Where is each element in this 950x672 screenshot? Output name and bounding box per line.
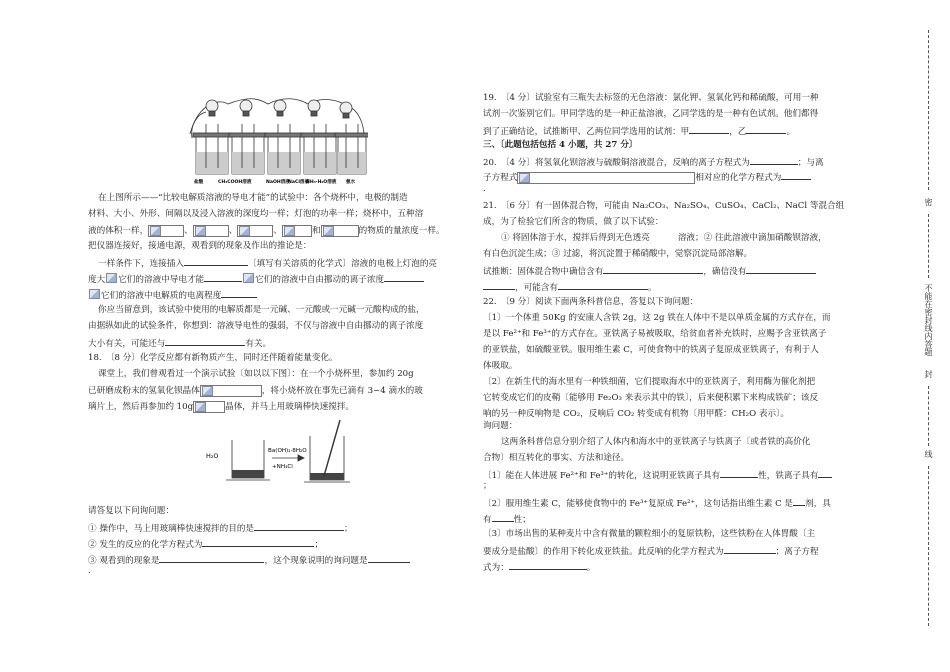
figure-label-3: NaOH溶液 bbox=[266, 180, 290, 185]
beaker-1 bbox=[193, 124, 231, 174]
paragraph-line: 度大 它们的溶液中导电才能 它们的溶液中自由挪动的离子浓度 bbox=[88, 273, 424, 286]
figure-label-2: CH₃COOH溶液 bbox=[218, 180, 252, 185]
beaker-5 bbox=[335, 124, 368, 174]
image-placeholder-icon bbox=[195, 402, 206, 412]
binding-margin bbox=[916, 30, 942, 630]
question-22-header: 22. 〔9 分〕阅读下面两条科普信息，答复以下询问题： bbox=[483, 297, 699, 307]
answer-blank[interactable] bbox=[793, 497, 805, 506]
answer-blank[interactable] bbox=[603, 265, 703, 274]
paragraph-line: 的亚铁盐，如硫酸亚铁。服用维生素 C，可使食物中的铁离子复原成亚铁离子，有利于人 bbox=[483, 345, 819, 355]
answer-blank[interactable] bbox=[254, 522, 344, 531]
answer-blank[interactable] bbox=[750, 156, 798, 165]
paragraph-line: 询问题： bbox=[483, 421, 518, 431]
image-placeholder-icon bbox=[323, 226, 334, 236]
question-20-header: 20. 〔4 分〕将氢氧化钡溶液与硫酸铜溶液混合，反响的离子方程式为 ；与离 bbox=[483, 158, 824, 168]
image-field bbox=[193, 225, 229, 237]
answer-blank[interactable] bbox=[818, 469, 832, 478]
bulb-2 bbox=[240, 100, 252, 116]
paragraph-line: ① 将固体溶于水，搅拌后得到无色透亮 溶液；② 往此溶液中滴加硝酸钡溶液， bbox=[501, 233, 827, 243]
question-21-header: 21. 〔6 分〕有一固体混合物，可能由 Na₂CO₃、Na₂SO₄、CuSO₄、CaCl₂、NaCl 等混合组 bbox=[483, 201, 845, 211]
answer-blank[interactable] bbox=[159, 554, 264, 563]
paragraph-line: ② 发生的反应的化学方程式为 ； bbox=[88, 540, 324, 550]
paragraph-line: 响的另一种反响物是 CO₂，反响后 CO₂ 转变成有机物〔用甲醛：CH₂O 表示〕。 bbox=[483, 409, 789, 419]
figure-label-1: 盐酸 bbox=[194, 180, 204, 185]
water-label: H₂O bbox=[206, 452, 219, 460]
paragraph-line: 试剂一次鉴别它们。甲同学选的是一种正盐溶液，乙同学选的是一种有色试剂。他们都得 bbox=[483, 109, 819, 119]
figure-label-4: NaCl溶液 bbox=[288, 180, 310, 185]
paragraph-line: 大小有关，可能还与 有关。 bbox=[88, 339, 272, 349]
answer-blank[interactable] bbox=[202, 538, 314, 547]
binding-label-seal: 密 bbox=[924, 198, 933, 206]
figure-label-5: NH₃·H₂O溶液 bbox=[306, 180, 337, 185]
paragraph-line: 到了正确结论，试推断甲、乙两位同学选用的试剂：甲 ，乙 。 bbox=[483, 127, 796, 137]
image-placeholder-icon bbox=[106, 273, 117, 283]
image-placeholder-icon bbox=[239, 226, 250, 236]
paragraph-line: 已研磨成粉末的氢氧化钡晶体 ，将小烧杯放在事先已滴有 3~4 滴水的玻 bbox=[88, 386, 423, 396]
line-mark: . bbox=[483, 184, 486, 194]
answer-blank[interactable] bbox=[558, 281, 648, 290]
binding-label-seal: 封 bbox=[924, 370, 933, 378]
bulb-1 bbox=[206, 100, 218, 116]
binding-dash-line bbox=[928, 30, 930, 190]
paragraph-line: 体吸取。 bbox=[483, 361, 518, 371]
paragraph-line: 它转变成它们的皮鞘〔能够用 Fe₂O₃ 来表示其中的铁〕，后来便积累下来构成铁矿；该反 bbox=[483, 393, 819, 403]
paragraph-line: ③ 观看到的现象是 ，这个现象说明的询问题是 bbox=[88, 554, 410, 567]
image-field bbox=[321, 225, 359, 237]
image-placeholder-icon bbox=[243, 273, 254, 283]
image-field bbox=[148, 225, 184, 237]
paragraph-line: 有白色沉淀生成；③ 过滤，将沉淀置于稀硝酸中，觉察沉淀局部溶解。 bbox=[483, 249, 753, 259]
answer-blank[interactable] bbox=[204, 273, 242, 282]
image-placeholder-icon bbox=[150, 226, 161, 236]
figure-label-6: 氨水 bbox=[346, 180, 356, 185]
paragraph-line: 璃片上，然后再参加约 10g 晶体，并马上用玻璃棒快速搅拌。 bbox=[88, 402, 355, 412]
section-3-heading: 三、〔此题包括包括 4 小题，共 27 分〕 bbox=[483, 140, 638, 150]
paragraph-line: 试推断：固体混合物中确信含有 ，确信没有 bbox=[483, 265, 816, 278]
paragraph-line: 子方程式 相对应的化学方程式为 bbox=[483, 171, 811, 184]
binding-label-line: 线 bbox=[924, 450, 933, 458]
paragraph-line: 式为： 。 bbox=[483, 563, 596, 573]
paragraph-line: 把仪器连接好，接通电源，观看到的现象及作出的推论是： bbox=[88, 241, 312, 251]
answer-blank[interactable] bbox=[509, 561, 587, 570]
image-placeholder-icon bbox=[89, 289, 100, 299]
reagent-label: Ba(OH)₂·8H₂O bbox=[268, 448, 307, 454]
paragraph-line: ① 操作中，马上用玻璃棒快速搅拌的目的是 ； bbox=[88, 524, 353, 534]
bulb-4 bbox=[308, 100, 320, 116]
paragraph-line: 在上图所示——“比较电解质溶液的导电才能”的试验中：各个烧杯中，电极的制造 bbox=[98, 193, 408, 203]
paragraph-line: 有 性； bbox=[483, 515, 531, 525]
answer-blank[interactable] bbox=[492, 513, 514, 522]
image-placeholder-icon bbox=[284, 226, 295, 236]
answer-blank[interactable] bbox=[384, 273, 424, 282]
image-placeholder-icon bbox=[519, 173, 530, 183]
paragraph-line: 请答复以下问询问题： bbox=[88, 506, 174, 516]
paragraph-line: ，可能含有 。 bbox=[483, 281, 657, 294]
answer-blank[interactable] bbox=[483, 281, 515, 290]
paragraph-line: ； bbox=[483, 481, 492, 491]
paragraph-line: 〔3〕市场出售的某种麦片中含有微量的颗粒细小的复原铁粉，这些铁粉在人体胃酸〔主 bbox=[483, 529, 816, 539]
question-18-header: 18. 〔8 分〕化学反应都有新物质产生，同时还伴随着能量变化。 bbox=[88, 353, 338, 363]
paragraph-line: 〔1〕一个体重 50Kg 的安康人含铁 2g，这 2g 铁在人体中不是以单质金属的方式存在，而 bbox=[483, 313, 831, 323]
binding-warning: 不能在密封线内答题 bbox=[924, 284, 933, 356]
answer-blank[interactable] bbox=[746, 125, 786, 134]
binding-dash-line bbox=[928, 466, 930, 626]
answer-blank[interactable] bbox=[368, 554, 410, 563]
beaker-3 bbox=[265, 124, 303, 174]
paragraph-line: 要成分是盐酸〕的作用下转化成亚铁盐。此反响的化学方程式为 ；离子方程 bbox=[483, 547, 819, 557]
line-mark: . bbox=[88, 566, 91, 576]
answer-blank[interactable] bbox=[724, 545, 776, 554]
image-field bbox=[517, 172, 695, 184]
paragraph-line: 液的体积一样， 、 、 、 和 的物质的量浓度一样。 bbox=[88, 226, 445, 236]
paragraph-line: 合物〕相互转化的事实、方法和途径。 bbox=[483, 453, 630, 463]
answer-blank[interactable] bbox=[746, 265, 816, 274]
paragraph-line: 这两条科普信息分别介绍了人体内和海水中的亚铁离子与铁离子〔或者铁的高价化 bbox=[501, 437, 811, 447]
answer-blank[interactable] bbox=[689, 125, 729, 134]
image-field bbox=[237, 225, 273, 237]
image-field bbox=[200, 385, 262, 397]
paragraph-line: 〔2〕在新生代的海水里有一种铁细菌，它们提取海水中的亚铁离子，利用酶为催化剂把 bbox=[483, 377, 816, 387]
beaker-2 bbox=[229, 124, 267, 174]
image-placeholder-icon bbox=[202, 386, 213, 396]
question-19-header: 19. 〔4 分〕试验室有三瓶失去标签的无色溶液：氯化钾、氢氧化钙和稀硫酸，可用一种 bbox=[483, 93, 819, 103]
paragraph-line: 课堂上，我们曾观看过一个演示试验〔如以以下图〕：在一个小烧杯里，参加约 20g bbox=[98, 369, 414, 379]
binding-dash-line bbox=[928, 214, 930, 278]
bulb-3 bbox=[274, 100, 286, 116]
reaction-beaker-figure bbox=[206, 418, 366, 488]
reagent-label: +NH₄Cl bbox=[272, 464, 293, 470]
answer-blank[interactable] bbox=[781, 171, 811, 180]
paragraph-line: 你应当留意到，该试验中使用的电解质都是一元碱、一元酸或一元碱一元酸构成的盐， bbox=[98, 305, 425, 315]
answer-blank[interactable] bbox=[221, 289, 257, 298]
paragraph-line: 材料、大小、外形、间隔以及浸入溶液的深度均一样；灯泡的功率一样；烧杯中，五种溶 bbox=[88, 209, 424, 219]
answer-blank[interactable] bbox=[720, 469, 758, 478]
binding-dash-line bbox=[928, 386, 930, 446]
paragraph-line: 它们的溶液中电解质的电离程度 bbox=[88, 289, 257, 302]
conductivity-apparatus-figure bbox=[188, 94, 368, 186]
answer-blank[interactable] bbox=[184, 257, 248, 266]
paragraph-line: 是以 Fe²⁺和 Fe³⁺的方式存在。亚铁离子易被吸取，给贫血者补充铁时，应赐予含亚铁离子 bbox=[483, 329, 827, 339]
image-field bbox=[193, 401, 225, 413]
answer-blank[interactable] bbox=[165, 337, 245, 346]
paragraph-line: 〔2〕服用维生素 C，能够使食物中的 Fe³⁺复原成 Fe²⁺，这句话指出维生素 C 是 剂，具 bbox=[483, 499, 831, 509]
paragraph-line: 由据纵如此的试验条件，你想到：溶液导电性的强弱，不仅与溶液中自由挪动的离子浓度 bbox=[88, 321, 424, 331]
paragraph-line: 〔1〕能在人体进展 Fe²⁺和 Fe³⁺的转化，这说明亚铁离子具有 性，铁离子具有 bbox=[483, 469, 832, 482]
bulb-5 bbox=[340, 102, 352, 118]
paragraph-line: 成，为了检验它们所含的物质，做了以下试验： bbox=[483, 217, 664, 227]
image-placeholder-icon bbox=[195, 226, 206, 236]
beaker-4 bbox=[301, 124, 339, 174]
image-field bbox=[282, 225, 312, 237]
paragraph-line: 一样条件下，连接插入 〔填写有关溶质的化学式〕溶液的电极上灯泡的亮 bbox=[98, 259, 438, 269]
